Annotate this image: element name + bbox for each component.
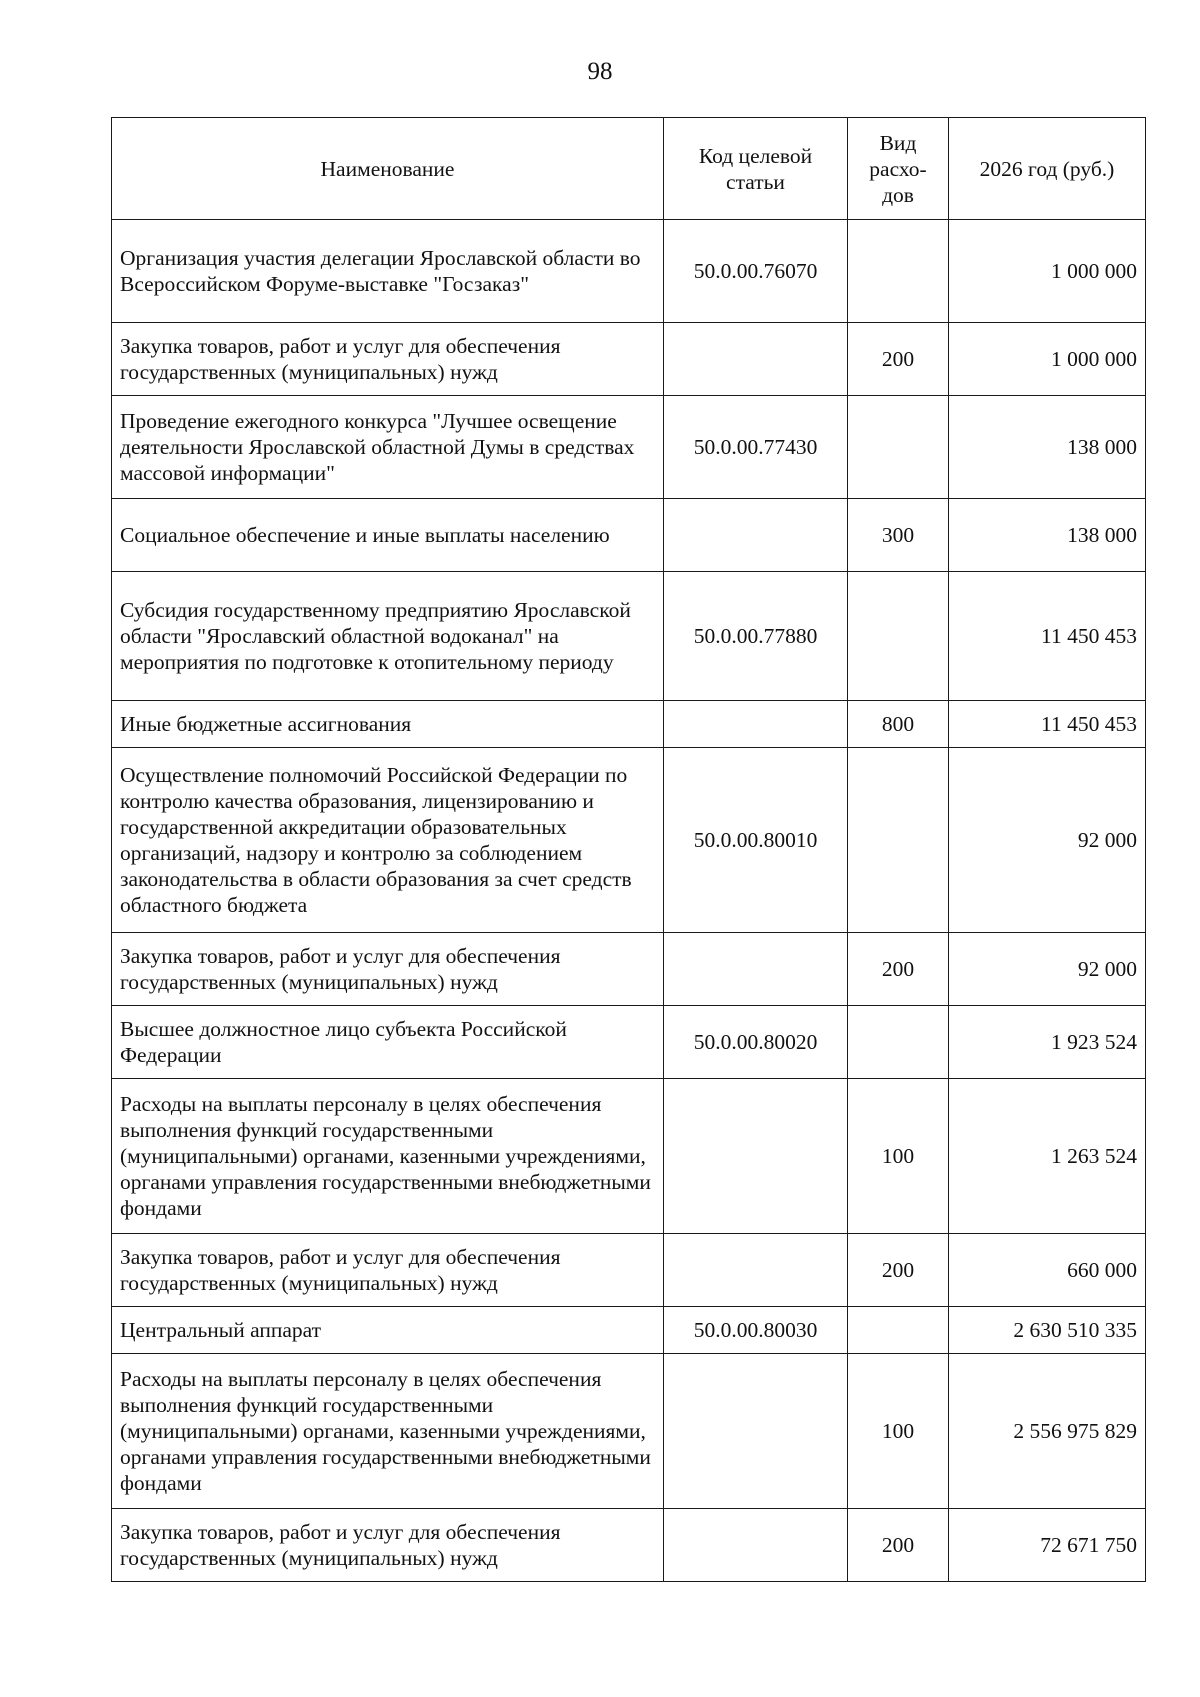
- amount-cell: 138 000: [949, 396, 1146, 499]
- code-cell: [664, 933, 848, 1006]
- amount-cell: 1 263 524: [949, 1079, 1146, 1234]
- type-cell: 200: [848, 933, 949, 1006]
- type-cell: [848, 748, 949, 933]
- code-cell: 50.0.00.80010: [664, 748, 848, 933]
- type-cell: [848, 220, 949, 323]
- code-cell: [664, 323, 848, 396]
- name-cell: Закупка товаров, работ и услуг для обеспечения государственных (муниципальных) нужд: [112, 1234, 664, 1307]
- type-cell: 100: [848, 1079, 949, 1234]
- amount-cell: 2 630 510 335: [949, 1307, 1146, 1354]
- code-cell: [664, 1354, 848, 1509]
- name-cell: Иные бюджетные ассигнования: [112, 701, 664, 748]
- code-cell: 50.0.00.77880: [664, 572, 848, 701]
- table-row: [112, 323, 1146, 396]
- table-row: [112, 572, 1146, 701]
- name-cell: Закупка товаров, работ и услуг для обеспечения государственных (муниципальных) нужд: [112, 933, 664, 1006]
- table-row: [112, 933, 1146, 1006]
- amount-cell: 11 450 453: [949, 572, 1146, 701]
- table-row: [112, 1079, 1146, 1234]
- table-row: [112, 1509, 1146, 1582]
- amount-cell: 660 000: [949, 1234, 1146, 1307]
- amount-cell: 1 000 000: [949, 220, 1146, 323]
- table-row: [112, 1307, 1146, 1354]
- amount-cell: 1 923 524: [949, 1006, 1146, 1079]
- amount-cell: 11 450 453: [949, 701, 1146, 748]
- name-cell: Закупка товаров, работ и услуг для обеспечения государственных (муниципальных) нужд: [112, 323, 664, 396]
- table-row: [112, 1234, 1146, 1307]
- name-cell: Расходы на выплаты персоналу в целях обеспечения выполнения функций государственными (муниципальными) органами, казенными учреждениями, органами управления государственными внебюджетными фондами: [112, 1354, 664, 1509]
- amount-cell: 92 000: [949, 748, 1146, 933]
- type-cell: 800: [848, 701, 949, 748]
- type-cell: [848, 1006, 949, 1079]
- table-row: [112, 499, 1146, 572]
- table-body: [112, 220, 1146, 1582]
- type-cell: 200: [848, 1234, 949, 1307]
- header-amount: 2026 год (руб.): [949, 118, 1146, 220]
- table-row: [112, 396, 1146, 499]
- type-cell: 300: [848, 499, 949, 572]
- amount-cell: 92 000: [949, 933, 1146, 1006]
- code-cell: 50.0.00.80030: [664, 1307, 848, 1354]
- amount-cell: 2 556 975 829: [949, 1354, 1146, 1509]
- code-cell: 50.0.00.77430: [664, 396, 848, 499]
- code-cell: [664, 1509, 848, 1582]
- name-cell: Осуществление полномочий Российской Федерации по контролю качества образования, лицензированию и государственной аккредитации образовательных организаций, надзору и контролю за соблюдением законодательства в области образования за счет средств областного бюджета: [112, 748, 664, 933]
- type-cell: [848, 572, 949, 701]
- amount-cell: 1 000 000: [949, 323, 1146, 396]
- header-row: [112, 118, 1146, 220]
- code-cell: [664, 1079, 848, 1234]
- code-cell: [664, 1234, 848, 1307]
- type-cell: 200: [848, 1509, 949, 1582]
- header-name: Наименование: [112, 118, 664, 220]
- code-cell: [664, 701, 848, 748]
- type-cell: 200: [848, 323, 949, 396]
- type-cell: [848, 396, 949, 499]
- code-cell: 50.0.00.80020: [664, 1006, 848, 1079]
- table-row: [112, 220, 1146, 323]
- name-cell: Проведение ежегодного конкурса "Лучшее освещение деятельности Ярославской областной Думы в средствах массовой информации": [112, 396, 664, 499]
- name-cell: Социальное обеспечение и иные выплаты населению: [112, 499, 664, 572]
- name-cell: Расходы на выплаты персоналу в целях обеспечения выполнения функций государственными (муниципальными) органами, казенными учреждениями, органами управления государственными внебюджетными фондами: [112, 1079, 664, 1234]
- name-cell: Закупка товаров, работ и услуг для обеспечения государственных (муниципальных) нужд: [112, 1509, 664, 1582]
- code-cell: [664, 499, 848, 572]
- budget-table: [111, 117, 1146, 1582]
- name-cell: Организация участия делегации Ярославской области во Всероссийском Форуме-выставке "Госзаказ": [112, 220, 664, 323]
- name-cell: Субсидия государственному предприятию Ярославской области "Ярославский областной водоканал" на мероприятия по подготовке к отопительному периоду: [112, 572, 664, 701]
- name-cell: Центральный аппарат: [112, 1307, 664, 1354]
- name-cell: Высшее должностное лицо субъекта Российской Федерации: [112, 1006, 664, 1079]
- page-number: 98: [587, 58, 613, 85]
- table-row: [112, 1354, 1146, 1509]
- amount-cell: 138 000: [949, 499, 1146, 572]
- header-type: Вид расхо- дов: [848, 118, 949, 220]
- table-row: [112, 1006, 1146, 1079]
- type-cell: 100: [848, 1354, 949, 1509]
- code-cell: 50.0.00.76070: [664, 220, 848, 323]
- table-row: [112, 701, 1146, 748]
- table-header: [112, 118, 1146, 220]
- amount-cell: 72 671 750: [949, 1509, 1146, 1582]
- table-row: [112, 748, 1146, 933]
- type-cell: [848, 1307, 949, 1354]
- header-code: Код целевой статьи: [664, 118, 848, 220]
